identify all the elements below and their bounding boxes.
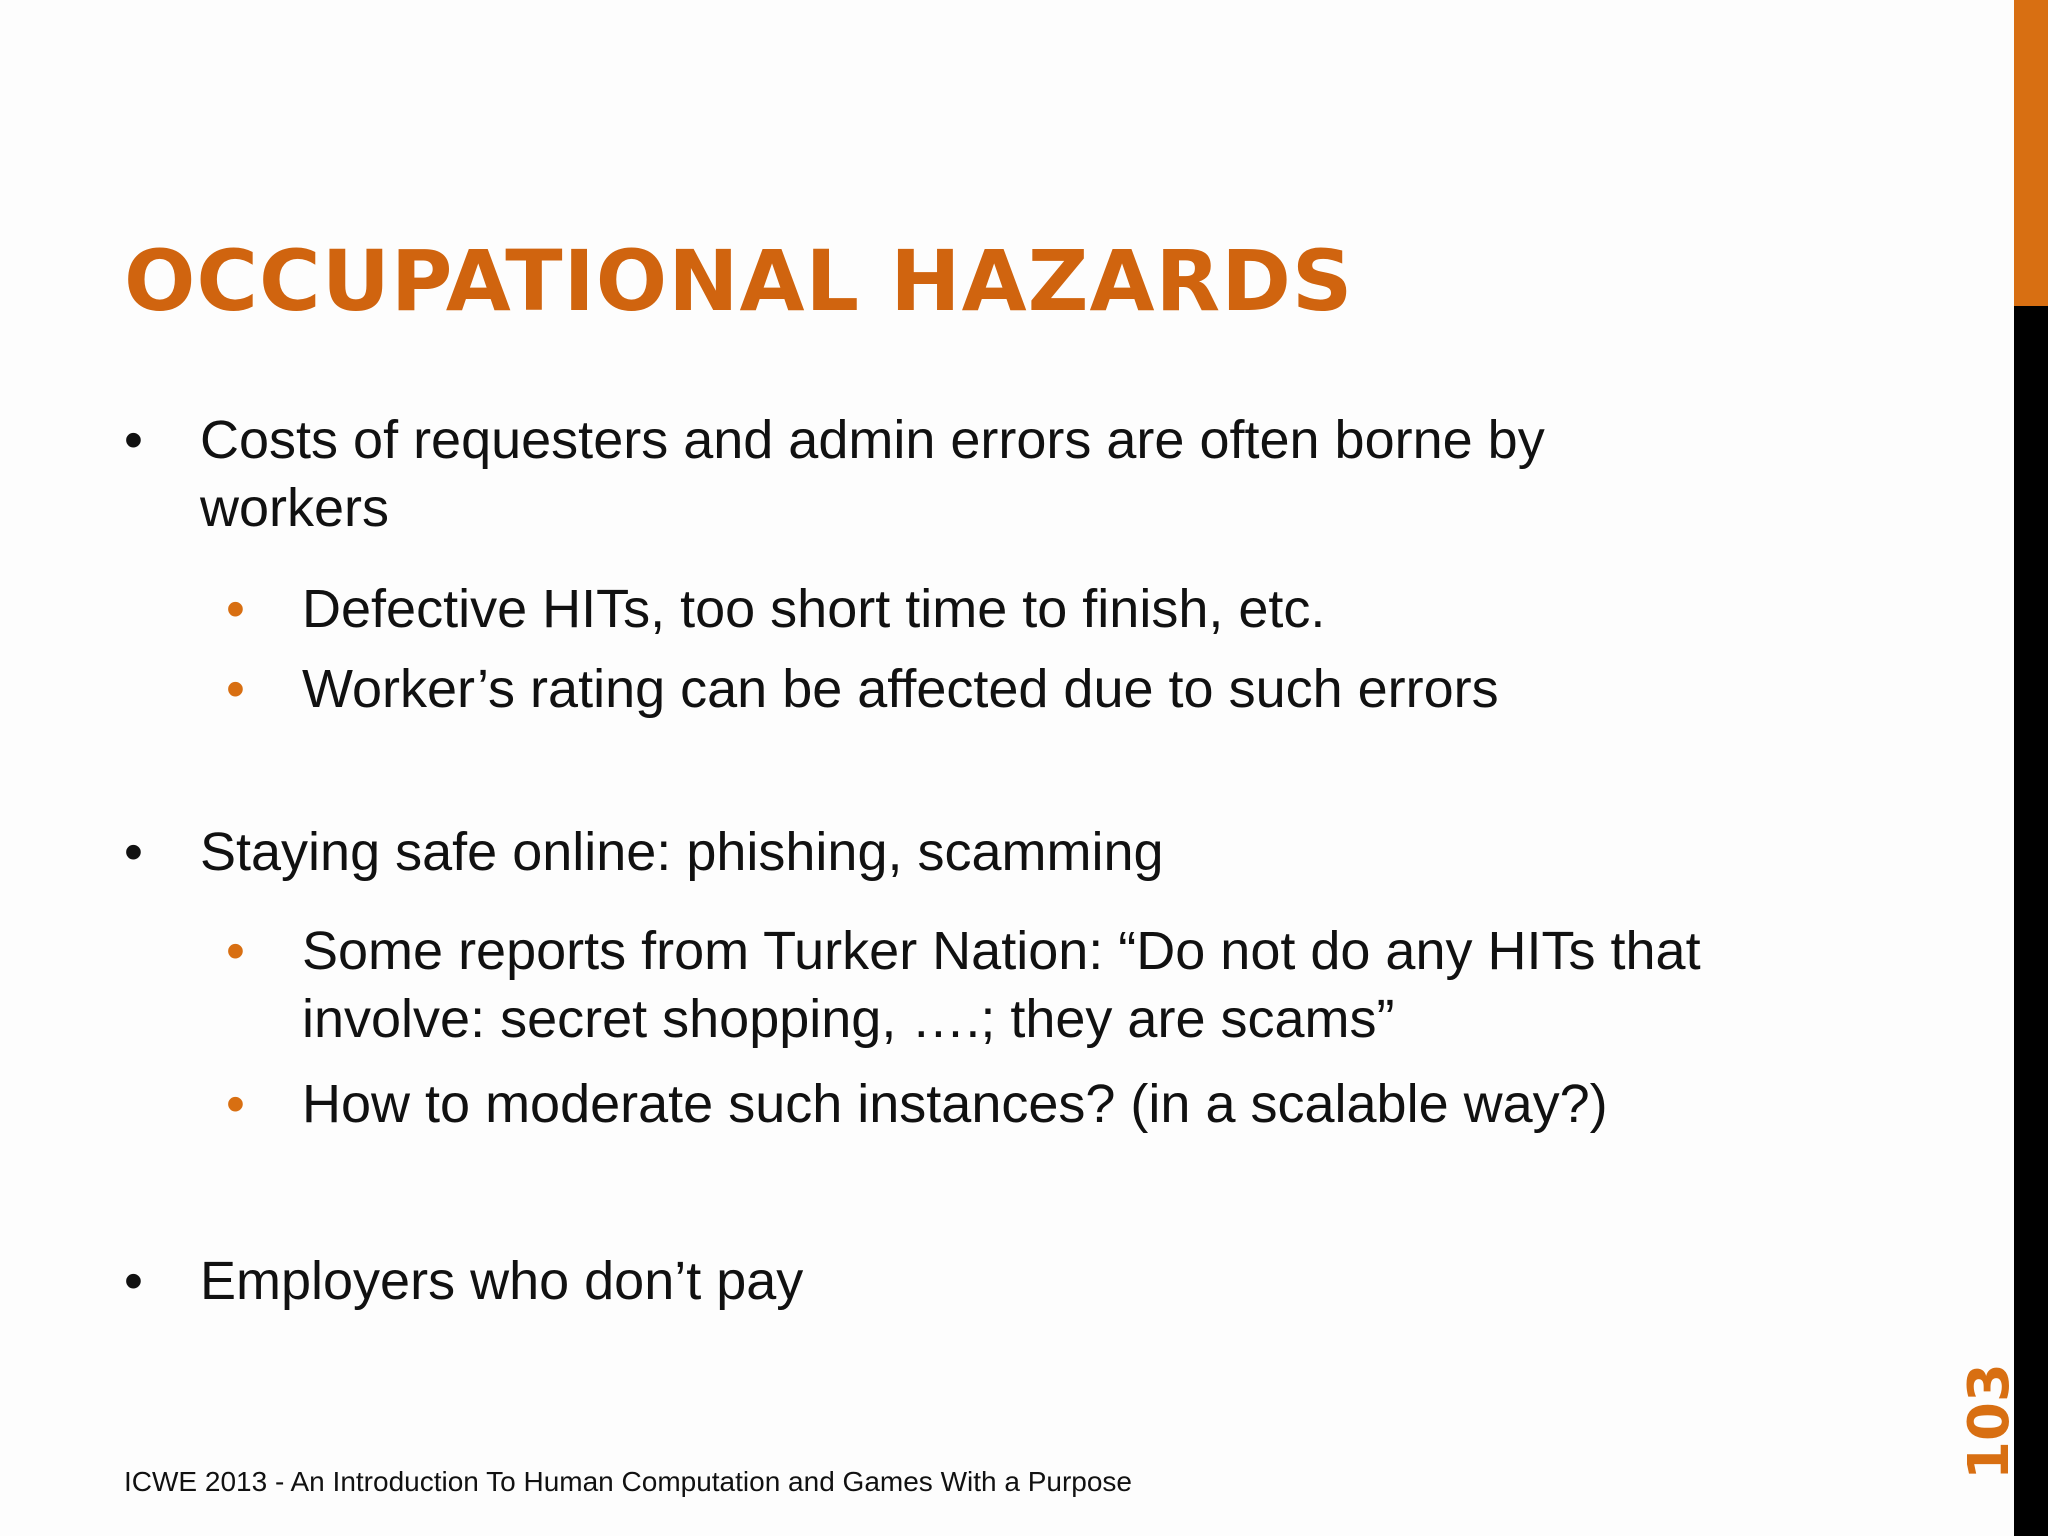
bullet-item	[124, 818, 1824, 886]
bullet-icon: •	[226, 921, 245, 981]
bullet-item	[124, 406, 1824, 546]
bullet-item	[124, 1247, 1824, 1315]
footer-text: ICWE 2013 - An Introduction To Human Computation and Games With a Purpose	[124, 1466, 1132, 1497]
bullet-text: Employers who don’t pay	[200, 1251, 804, 1311]
bullet-text: Staying safe online: phishing, scamming	[200, 822, 1164, 882]
bullet-text-line: workers	[200, 478, 390, 538]
side-bar-accent	[2014, 0, 2048, 306]
sub-bullet-item	[226, 655, 1826, 723]
sub-bullet-text-line: Some reports from Turker Nation: “Do not do any HITs that	[302, 921, 1701, 981]
page-number: 103	[1957, 1363, 2022, 1480]
sub-bullet-text: Worker’s rating can be affected due to such errors	[302, 659, 1499, 719]
bullet-icon: •	[124, 410, 143, 470]
sub-bullet-item	[226, 917, 1926, 1057]
sub-bullet-text: How to moderate such instances? (in a scalable way?)	[302, 1074, 1608, 1134]
sub-bullet-item	[226, 1070, 1926, 1138]
sub-bullet-item	[226, 575, 1826, 643]
sub-bullet-text-line: involve: secret shopping, ….; they are scams”	[302, 989, 1395, 1049]
bullet-icon: •	[226, 579, 245, 639]
sub-bullet-text: Defective HITs, too short time to finish, etc.	[302, 579, 1326, 639]
bullet-text-line: Costs of requesters and admin errors are often borne by	[200, 410, 1545, 470]
bullet-icon: •	[124, 1251, 143, 1311]
bullet-text	[200, 406, 1545, 542]
bullet-icon: •	[124, 822, 143, 882]
bullet-icon: •	[226, 659, 245, 719]
sub-bullet-text	[302, 917, 1701, 1053]
bullet-icon: •	[226, 1074, 245, 1134]
slide-title: OCCUPATIONAL HAZARDS	[124, 232, 1354, 330]
